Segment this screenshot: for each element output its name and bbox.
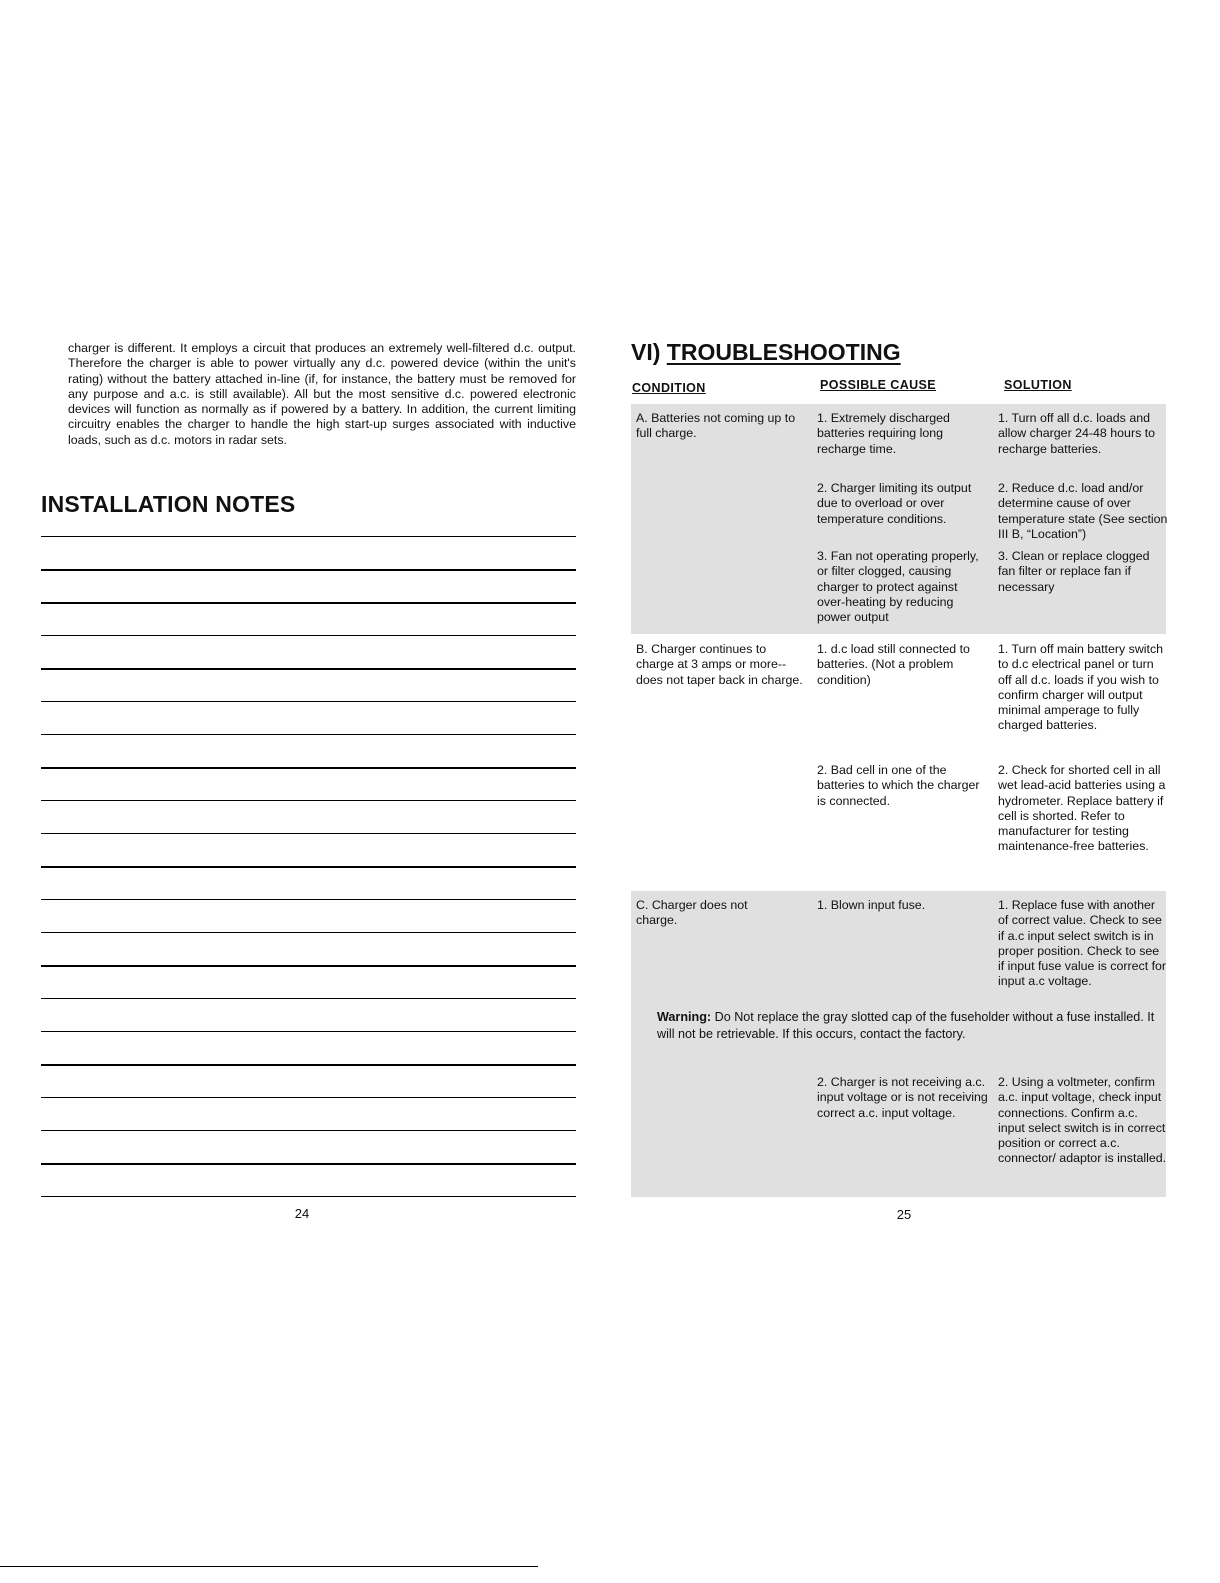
note-line — [41, 668, 576, 670]
note-line — [41, 1130, 576, 1131]
note-line — [41, 536, 576, 537]
note-line — [41, 833, 576, 834]
column-header-condition: CONDITION — [632, 381, 706, 395]
bottom-edge-rule — [0, 1566, 538, 1567]
warning-text: Do Not replace the gray slotted cap of the fuseholder without a fuse installed. It will not be retrievable. If this occurs, contact the factory. — [657, 1010, 1155, 1041]
note-line — [41, 1031, 576, 1032]
fuse-warning — [657, 1009, 1157, 1042]
warning-label: Warning: — [657, 1010, 712, 1024]
column-header-cause: POSSIBLE CAUSE — [820, 378, 937, 392]
row-a-cause-3: 3. Fan not operating properly, or filter clogged, causing charger to protect against over-heating by reducing power output — [817, 549, 979, 625]
row-c-condition: C. Charger does not charge. — [636, 898, 748, 928]
row-a-solution-3: 3. Clean or replace clogged fan filter or replace fan if necessary — [998, 549, 1150, 594]
note-line — [41, 866, 576, 868]
row-a-cause-2: 2. Charger limiting its output due to overload or over temperature conditions. — [817, 481, 972, 526]
note-line — [41, 1196, 576, 1197]
note-line — [41, 767, 576, 769]
row-a-solution-1: 1. Turn off all d.c. loads and allow charger 24-48 hours to recharge batteries. — [998, 411, 1156, 456]
note-line — [41, 800, 576, 801]
note-line — [41, 998, 576, 999]
row-c-cause-1: 1. Blown input fuse. — [817, 898, 926, 912]
note-line — [41, 602, 576, 604]
installation-notes-heading: INSTALLATION NOTES — [41, 491, 296, 517]
note-line — [41, 1163, 576, 1165]
note-line — [41, 701, 576, 702]
row-b-solution-2: 2. Check for shorted cell in all wet lead-acid batteries using a hydrometer. Replace battery if cell is shorted. Refer to manufacturer for testing maintenance-free batteries. — [998, 763, 1166, 854]
row-b-cause-1: 1. d.c load still connected to batteries. (Not a problem condition) — [817, 642, 970, 687]
section-number: VI) — [631, 339, 661, 365]
row-a-condition: A. Batteries not coming up to full charge. — [636, 411, 796, 441]
row-b-cause-2: 2. Bad cell in one of the batteries to which the charger is connected. — [817, 763, 980, 808]
row-b-solution-1: 1. Turn off main battery switch to d.c electrical panel or turn off all d.c. loads if you wish to confirm charger will output minimal amperage to fully charged batteries. — [998, 642, 1164, 733]
page-number-right: 25 — [896, 1207, 912, 1222]
page-number-left: 24 — [294, 1206, 310, 1221]
row-c-solution-1: 1. Replace fuse with another of correct value. Check to see if a.c input select switch is in proper position. Check to see if input fuse value is correct for input a.c voltage. — [998, 898, 1167, 989]
row-c-cause-2: 2. Charger is not receiving a.c. input voltage or is not receiving correct a.c. input voltage. — [817, 1075, 988, 1120]
note-line — [41, 899, 576, 900]
row-a-solution-2: 2. Reduce d.c. load and/or determine cause of over temperature state (See section III B, “Location”) — [998, 481, 1168, 541]
note-line — [41, 1097, 576, 1098]
row-a-cause-1: 1. Extremely discharged batteries requiring long recharge time. — [817, 411, 950, 456]
section-title: TROUBLESHOOTING — [666, 339, 901, 365]
troubleshooting-heading — [631, 339, 901, 366]
intro-paragraph: charger is different. It employs a circuit that produces an extremely well-filtered d.c. output. Therefore the charger is able to power virtually any d.c. powered device (within the unit's rating) without the battery attached in-line (if, for instance, the battery must be removed for any purpose and a.c. is still available). All but the most sensitive d.c. powered electronic devices will function as normally as if powered by a battery. In addition, the current limiting circuitry enables the charger to handle the high start-up surges associated with inductive loads, such as d.c. motors in radar sets. — [68, 341, 576, 447]
column-header-solution: SOLUTION — [1004, 378, 1072, 392]
row-b-condition: B. Charger continues to charge at 3 amps or more--does not taper back in charge. — [636, 642, 803, 687]
note-line — [41, 569, 576, 571]
note-line — [41, 965, 576, 967]
note-line — [41, 932, 576, 933]
row-c-solution-2: 2. Using a voltmeter, confirm a.c. input voltage, check input connections. Confirm a.c. input select switch is in correct position or correct a.c. connector/ adaptor is installed. — [998, 1075, 1167, 1166]
note-line — [41, 734, 576, 735]
note-line — [41, 635, 576, 636]
note-line — [41, 1064, 576, 1066]
